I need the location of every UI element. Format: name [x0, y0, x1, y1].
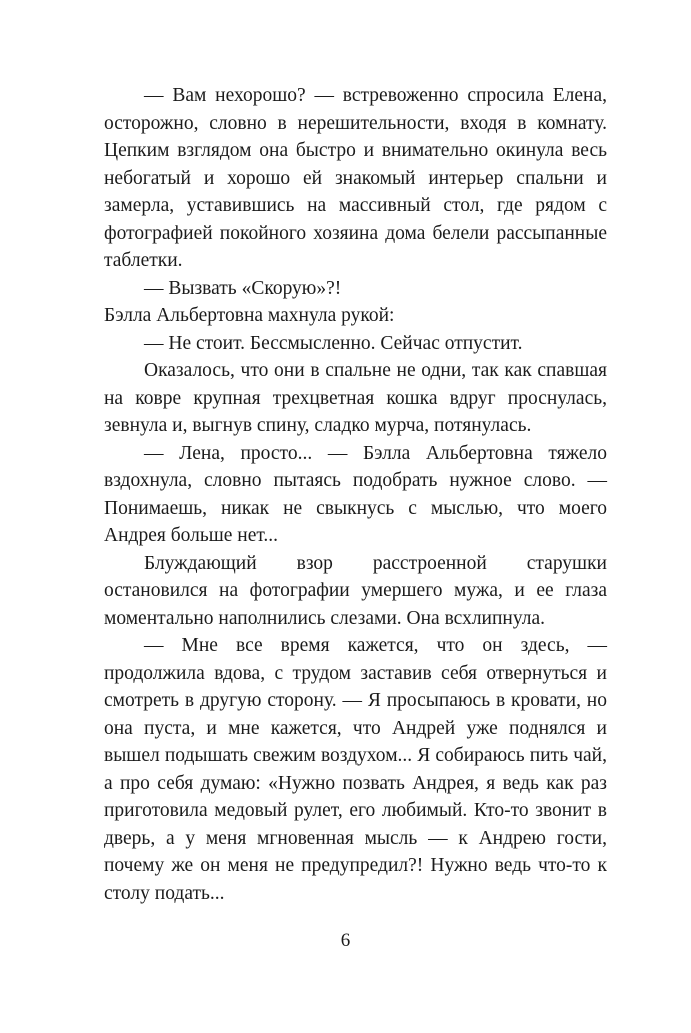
paragraph: — Мне все время кажется, что он здесь, — продолжила вдова, с трудом заставив себя отвернуться и смотреть в другую сторону. — Я просыпаюсь в кровати, но она пуста, и мне кажется, что Андрей уже поднялся и вышел подышать свежим воздухом... Я собираюсь пить чай, а про себя думаю: «Нужно позвать Андрея, я ведь как раз приготовила медовый рулет, его любимый. Кто-то звонит в дверь, а у меня мгновенная мысль — к Андрею гости, почему же он меня не предупредил?! Нужно ведь что-то к столу подать... — [104, 635, 607, 904]
paragraph: — Вызвать «Скорую»?! — [144, 277, 342, 299]
page-text — [104, 82, 607, 907]
page-number: 6 — [340, 930, 351, 951]
paragraph: — Лена, просто... — Бэлла Альбертовна тяжело вздохнула, словно пытаясь подобрать нужное слово. — Понимаешь, никак не свыкнусь с мыслью, что моего Андрея больше нет... — [104, 442, 607, 546]
paragraph: — Не стоит. Бессмысленно. Сейчас отпустит. — [144, 332, 523, 354]
paragraph: — Вам нехорошо? — встревоженно спросила Елена, осторожно, словно в нерешительности, входя в комнату. Цепким взглядом она быстро и внимательно окинула весь небогатый и хорошо ей знакомый интерьер спальни и замерла, уставившись на массивный стол, где рядом с фотографией покойного хозяина дома белели рассыпанные таблетки. — [104, 85, 607, 271]
paragraph: Оказалось, что они в спальне не одни, так как спавшая на ковре крупная трехцветная кошка вдруг проснулась, зевнула и, выгнув спину, сладко мурча, потянулась. — [104, 360, 607, 436]
paragraph: Бэлла Альбертовна махнула рукой: — [104, 305, 395, 326]
paragraph: Блуждающий взор расстроенной старушки остановился на фотографии умершего мужа, и ее глаза моментально наполнились слезами. Она всхлипнула. — [104, 552, 607, 629]
